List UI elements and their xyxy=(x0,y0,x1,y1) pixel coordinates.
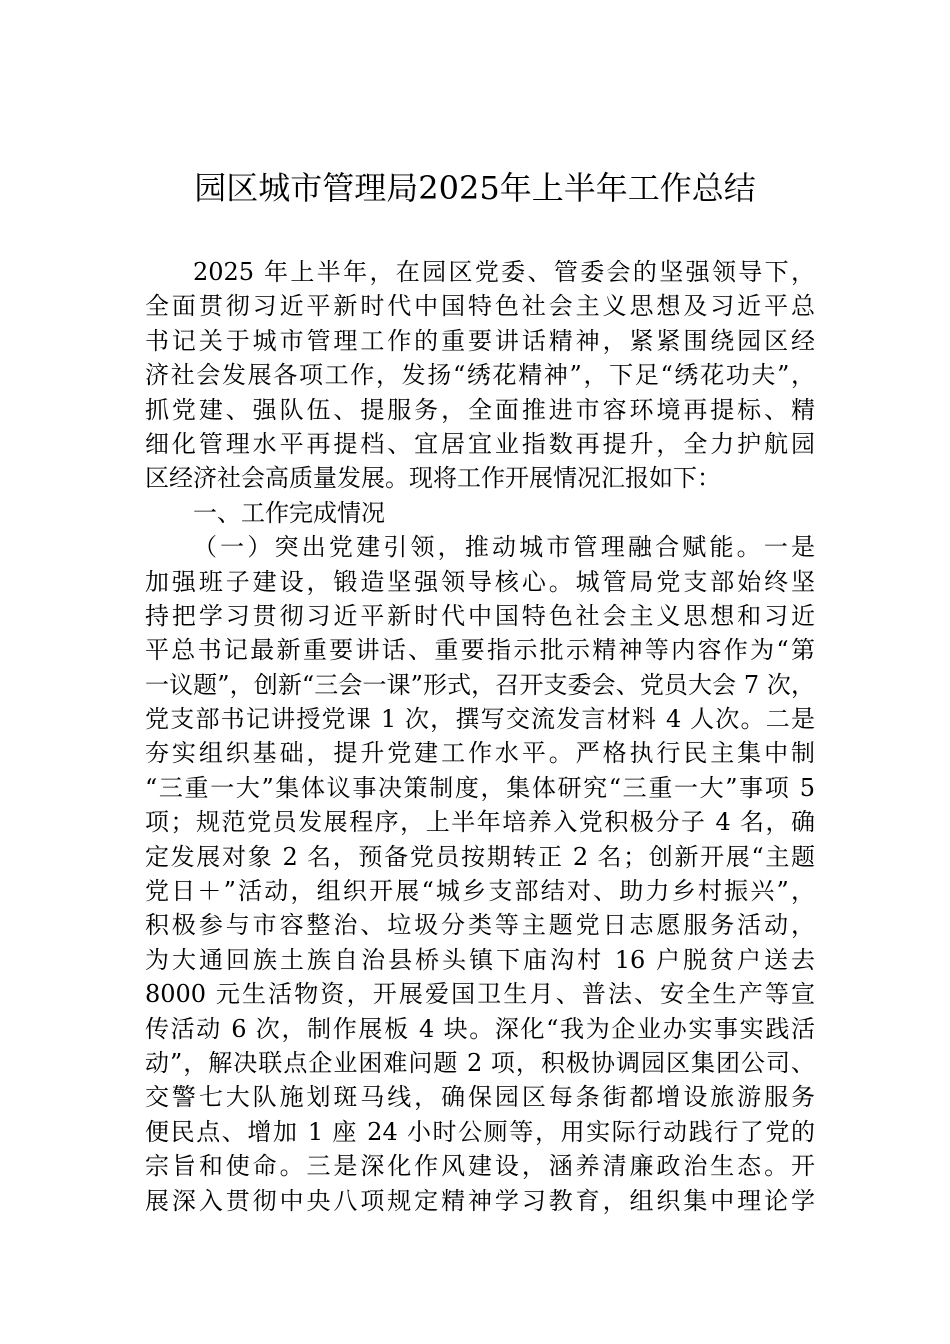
paragraph-body-line-19: 宗旨和使命。三是深化作风建设，涵养清廉政治生态。开 xyxy=(145,1152,815,1181)
paragraph-body-line-8: “三重一大”集体议事决策制度，集体研究“三重一大”事项 5 xyxy=(145,773,815,802)
document-body xyxy=(145,255,815,1218)
paragraph-body-line-2: 加强班子建设，锻造坚强领导核心。城管局党支部始终坚 xyxy=(145,567,815,596)
paragraph-body-line-10: 定发展对象 2 名，预备党员按期转正 2 名；创新开展“主题 xyxy=(145,842,815,871)
paragraph-body-line-1: （一）突出党建引领，推动城市管理融合赋能。一是 xyxy=(193,533,815,562)
paragraph-body-line-9: 项；规范党员发展程序，上半年培养入党积极分子 4 名，确 xyxy=(145,808,815,837)
paragraph-body-line-20: 展深入贯彻中央八项规定精神学习教育，组织集中理论学 xyxy=(145,1186,815,1215)
paragraph-body-line-15: 传活动 6 次，制作展板 4 块。深化“我为企业办实事实践活 xyxy=(145,1014,815,1043)
document-title: 园区城市管理局2025年上半年工作总结 xyxy=(194,169,756,207)
paragraph-intro-line-4: 济社会发展各项工作，发扬“绣花精神”，下足“绣花功夫”， xyxy=(145,361,815,390)
paragraph-body-line-11: 党日＋”活动，组织开展“城乡支部结对、助力乡村振兴”， xyxy=(145,877,815,906)
paragraph-body-line-16: 动”，解决联点企业困难问题 2 项，积极协调园区集团公司、 xyxy=(145,1048,815,1077)
paragraph-body-line-17: 交警七大队施划斑马线，确保园区每条街都增设旅游服务 xyxy=(145,1083,815,1112)
paragraph-body-line-4: 平总书记最新重要讲话、重要指示批示精神等内容作为“第 xyxy=(145,636,815,665)
paragraph-body-line-7: 夯实组织基础，提升党建工作水平。严格执行民主集中制 xyxy=(145,739,815,768)
paragraph-intro-line-6: 细化管理水平再提档、宜居宜业指数再提升，全力护航园 xyxy=(145,429,815,458)
paragraph-body-line-14: 8000 元生活物资，开展爱国卫生月、普法、安全生产等宣 xyxy=(145,980,815,1009)
paragraph-body-line-13: 为大通回族土族自治县桥头镇下庙沟村 16 户脱贫户送去 xyxy=(145,945,815,974)
paragraph-body-line-18: 便民点、增加 1 座 24 小时公厕等，用实际行动践行了党的 xyxy=(145,1117,815,1146)
paragraph-body-line-5: 一议题”，创新“三会一课”形式，召开支委会、党员大会 7 次， xyxy=(145,670,815,699)
section-heading: 一、工作完成情况 xyxy=(193,498,385,527)
paragraph-body-line-6: 党支部书记讲授党课 1 次，撰写交流发言材料 4 人次。二是 xyxy=(145,705,815,734)
paragraph-body-line-3: 持把学习贯彻习近平新时代中国特色社会主义思想和习近 xyxy=(145,601,815,630)
paragraph-intro-line-2: 全面贯彻习近平新时代中国特色社会主义思想及习近平总 xyxy=(145,292,815,321)
paragraph-intro-line-3: 书记关于城市管理工作的重要讲话精神，紧紧围绕园区经 xyxy=(145,326,815,355)
paragraph-intro-line-1: 2025 年上半年，在园区党委、管委会的坚强领导下， xyxy=(193,258,815,286)
paragraph-intro-line-7: 区经济社会高质量发展。现将工作开展情况汇报如下： xyxy=(145,464,721,493)
paragraph-intro-line-5: 抓党建、强队伍、提服务，全面推进市容环境再提标、精 xyxy=(145,395,815,424)
paragraph-body-line-12: 积极参与市容整治、垃圾分类等主题党日志愿服务活动， xyxy=(145,911,815,940)
